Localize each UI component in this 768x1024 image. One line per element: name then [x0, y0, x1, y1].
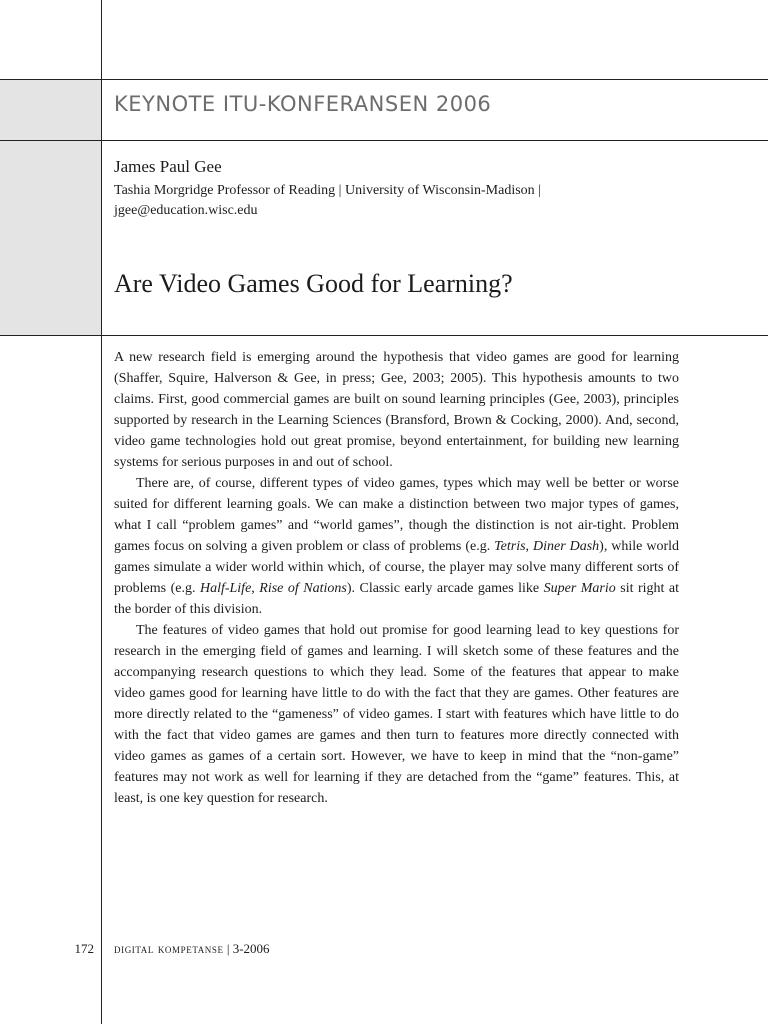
- rule-top: [0, 79, 768, 80]
- article-title: Are Video Games Good for Learning?: [114, 269, 513, 298]
- italic-title: Super Mario: [543, 581, 616, 596]
- section-label: KEYNOTE ITU-KONFERANSEN 2006: [114, 92, 492, 116]
- journal-footer: [114, 941, 270, 957]
- header-gray-band: [0, 80, 101, 140]
- body-paragraph: [114, 347, 679, 473]
- italic-title: Rise of Nations: [259, 581, 347, 596]
- author-email: jgee@education.wisc.edu: [114, 203, 258, 218]
- text-run: A new research field is emerging around the hypothesis that video games are good for learning (Shaffer, Squire, Halverson & Gee, in press; Gee, 2003; 2005). This hypothesis amounts to two claims. First, good commercial games are built on sound learning principles (Gee, 2003), principles supported by research in the Learning Sciences (Bransford, Brown & Cocking, 2000). And, second, video game technologies hold out great promise, beyond entertainment, for building new learning systems for serious purposes in and out of school.: [114, 350, 679, 470]
- text-run: There are, of course, different types of video games, types which may well be better or worse suited for different learning goals. We can make a distinction between two major types of games, what I call “problem games” and “world games”, though the distinction is not air-tight. Problem games focus on solving a given problem or class of problems (e.g.: [114, 476, 679, 554]
- page-number: 172: [74, 941, 94, 956]
- italic-title: Diner Dash: [533, 539, 600, 554]
- body-paragraph: [114, 620, 679, 809]
- footer-separator: |: [226, 941, 230, 956]
- body-paragraph: [114, 473, 679, 620]
- margin-vertical-rule: [101, 0, 102, 1024]
- rule-bottom: [0, 335, 768, 336]
- text-run: sit right at the border of this division.: [114, 581, 680, 617]
- italic-title: Tetris: [494, 539, 526, 554]
- journal-name: digital kompetanse: [114, 941, 224, 956]
- journal-issue: 3-2006: [232, 941, 270, 956]
- text-run: ,: [251, 581, 260, 596]
- italic-title: Half-Life: [199, 581, 252, 596]
- article-body: [114, 347, 679, 809]
- text-run: ). Classic early arcade games like: [346, 581, 544, 596]
- text-run: The features of video games that hold out promise for good learning lead to key questions for research in the emerging field of games and learning. I will sketch some of these features and the accompanying research questions to which they lead. Some of the features that appear to make video games good for learning have little to do with the fact that they are games. Other features are more directly related to the “gameness” of video games. I start with features which have little to do with the fact that video games are games and then turn to features more directly connected with video games as games of a certain sort. However, we have to keep in mind that the “non-game” features may not work as well for learning if they are detached from the “game” features. This, at least, is one key question for research.: [114, 623, 679, 806]
- text-run: ,: [525, 539, 533, 554]
- title-gray-band: [0, 141, 101, 335]
- rule-middle: [0, 140, 768, 141]
- text-run: ), while world games simulate a wider world within which, of course, the player may solve many different sorts of problems (e.g.: [114, 539, 679, 596]
- author-affiliation: [114, 181, 674, 221]
- affiliation-line-1: Tashia Morgridge Professor of Reading | University of Wisconsin-Madison |: [114, 183, 541, 198]
- author-name: James Paul Gee: [114, 157, 222, 176]
